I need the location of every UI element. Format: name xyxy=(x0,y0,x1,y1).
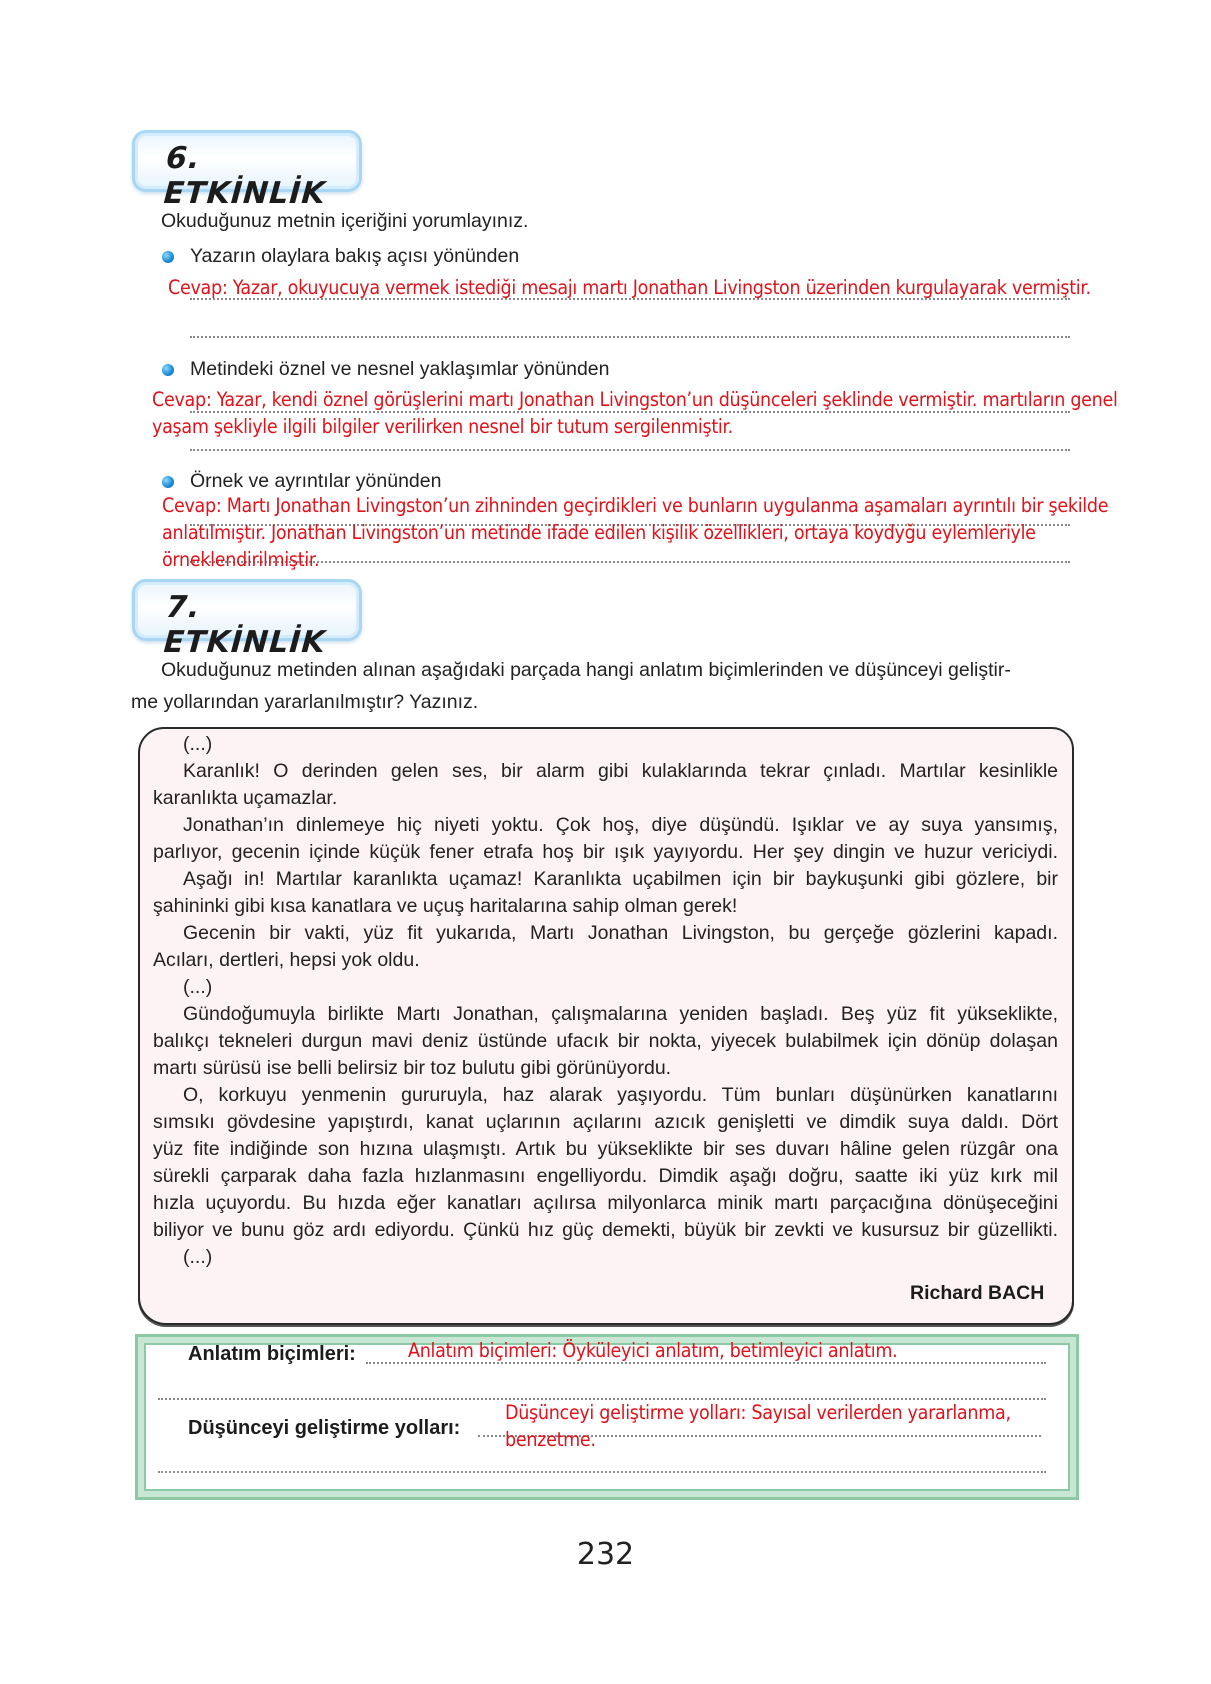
passage-line: yüz fite indiğinde son hızına ulaşmıştı. Artık bu yükseklikte bir ses duvarı hâline gelen rüzgâr ona xyxy=(153,1138,1058,1160)
passage-line: karanlıkta uçamazlar. xyxy=(153,787,338,809)
item-3-answer-line-2: anlatılmıştır. Jonathan Livingston’un metinde ifade edilen kişilik özellikleri, ortaya koydyğu eylemleriyle xyxy=(162,521,1036,544)
item-1-answer: Cevap: Yazar, okuyucuya vermek istediği mesajı martı Jonathan Livingston üzerinden kurgulayarak vermiştir. xyxy=(168,276,1091,299)
passage-line: parlıyor, gecenin içinde küçük fener etrafa hoş bir ışık yayıyordu. Her şey dingin ve huzur vericiydi. xyxy=(153,841,1058,863)
bullet-icon xyxy=(162,364,174,376)
dusunce-answer-line-1: Düşünceyi geliştirme yolları: Sayısal verilerden yararlanma, xyxy=(505,1401,1011,1424)
passage-line: Gecenin bir vakti, yüz fit yukarıda, Martı Jonathan Livingston, bu gerçeğe gözlerini kapadı. xyxy=(183,922,1058,944)
passage-line: biliyor ve bunu göz ardı ediyordu. Çünkü hız güç demekti, büyük bir zevkti ve kusursuz bir güzellikti. xyxy=(153,1219,1058,1241)
page-number: 232 xyxy=(576,1537,635,1572)
passage-line: Jonathan’ın dinlemeye hiç niyeti yoktu. Çok hoş, diye düşündü. Işıklar ve ay suya yansımış, xyxy=(183,814,1058,836)
passage-line: sımsıkı gövdesine yapıştırdı, kanat uçlarının açılarını azıcık genişletti ve dimdik suya daldı. Dört xyxy=(153,1111,1058,1133)
answer-line-dotted xyxy=(190,561,1070,563)
passage-line: Karanlık! O derinden gelen ses, bir alarm gibi kulaklarında tekrar çınladı. Martılar kesinlikle xyxy=(183,760,1058,782)
passage-line: (...) xyxy=(183,733,213,755)
passage-line: sürekli çarparak daha fazla hızlanmasını engelliyordu. Dimdik aşağı doğru, saatte iki yüz kırk mil xyxy=(153,1165,1058,1187)
answer-line-dotted xyxy=(190,449,1070,451)
passage-author: Richard BACH xyxy=(910,1282,1045,1304)
passage-line: (...) xyxy=(183,976,213,998)
passage-line: (...) xyxy=(183,1246,213,1268)
answer-line-dotted[interactable] xyxy=(158,1398,1046,1400)
passage-line: şahininki gibi kısa kanatlara ve uçuş haritalarına sahip olman gerek! xyxy=(153,895,738,917)
item-2-answer-line-2: yaşam şekliyle ilgili bilgiler verilirken nesnel bir tutum sergilenmiştir. xyxy=(152,415,733,438)
passage-line: O, korkuyu yenmenin gururuyla, haz alarak yaşıyordu. Tüm bunları düşünürken kanatlarını xyxy=(183,1084,1058,1106)
dusunce-label: Düşünceyi geliştirme yolları: xyxy=(188,1417,461,1439)
item-1-prompt: Yazarın olaylara bakış açısı yönünden xyxy=(190,245,520,267)
activity-6-title: 6. ETKİNLİK xyxy=(162,141,327,211)
passage-line: Aşağı in! Martılar karanlıkta uçamaz! Karanlıkta uçabilmen için bir baykuşunki gibi gözlere, bir xyxy=(183,868,1058,890)
anlatim-answer-line[interactable] xyxy=(366,1362,1046,1364)
activity-7-instruction-line-2: me yollarından yararlanılmıştır? Yazınız. xyxy=(131,691,479,713)
activity-7-instruction-line-1: Okuduğunuz metinden alınan aşağıdaki parçada hangi anlatım biçimlerinden ve düşünceyi geliştir- xyxy=(161,659,1011,681)
activity-7-title: 7. ETKİNLİK xyxy=(162,590,327,660)
answer-line-dotted xyxy=(190,336,1070,338)
activity-6-instruction: Okuduğunuz metnin içeriğini yorumlayınız. xyxy=(161,210,529,232)
item-3-answer-line-1: Cevap: Martı Jonathan Livingston’un zihninden geçirdikleri ve bunların uygulanma aşamaları ayrıntılı bir şekilde xyxy=(162,494,1109,517)
passage-line: Acıları, dertleri, hepsi yok oldu. xyxy=(153,949,420,971)
activity-7-badge xyxy=(132,579,362,660)
passage-line: balıkçı tekneleri durgun mavi deniz üstünde ufacık bir nokta, yiyecek bulabilmek için dönüp dolaşan xyxy=(153,1030,1058,1052)
answer-line-dotted xyxy=(190,411,1070,413)
bullet-icon xyxy=(162,251,174,263)
dusunce-answer-line-2: benzetme. xyxy=(505,1428,596,1451)
passage-line: Gündoğumuyla birlikte Martı Jonathan, çalışmalarına yeniden başladı. Beş yüz fit yükseklikte, xyxy=(183,1003,1058,1025)
passage-line: martı sürüsü ise belli belirsiz bir toz bulutu gibi görünüyordu. xyxy=(153,1057,672,1079)
anlatim-label: Anlatım biçimleri: xyxy=(188,1343,356,1365)
passage-line: hızla uçuyordu. Bu hızda eğer kanatları açılırsa milyonlarca minik martı parçacığına dönüşeceğini xyxy=(153,1192,1058,1214)
answer-line-dotted[interactable] xyxy=(158,1471,1046,1473)
item-2-prompt: Metindeki öznel ve nesnel yaklaşımlar yönünden xyxy=(190,358,610,380)
item-3-answer-line-3: örneklendirilmiştir. xyxy=(162,548,320,571)
bullet-icon xyxy=(162,476,174,488)
item-2-answer-line-1: Cevap: Yazar, kendi öznel görüşlerini martı Jonathan Livingston’un düşünceleri şeklinde vermiştir. martıların genel xyxy=(152,388,1118,411)
activity-6-badge xyxy=(132,130,362,211)
anlatim-answer: Anlatım biçimleri: Öyküleyici anlatım, betimleyici anlatım. xyxy=(408,1339,898,1362)
item-3-prompt: Örnek ve ayrıntılar yönünden xyxy=(190,470,442,492)
